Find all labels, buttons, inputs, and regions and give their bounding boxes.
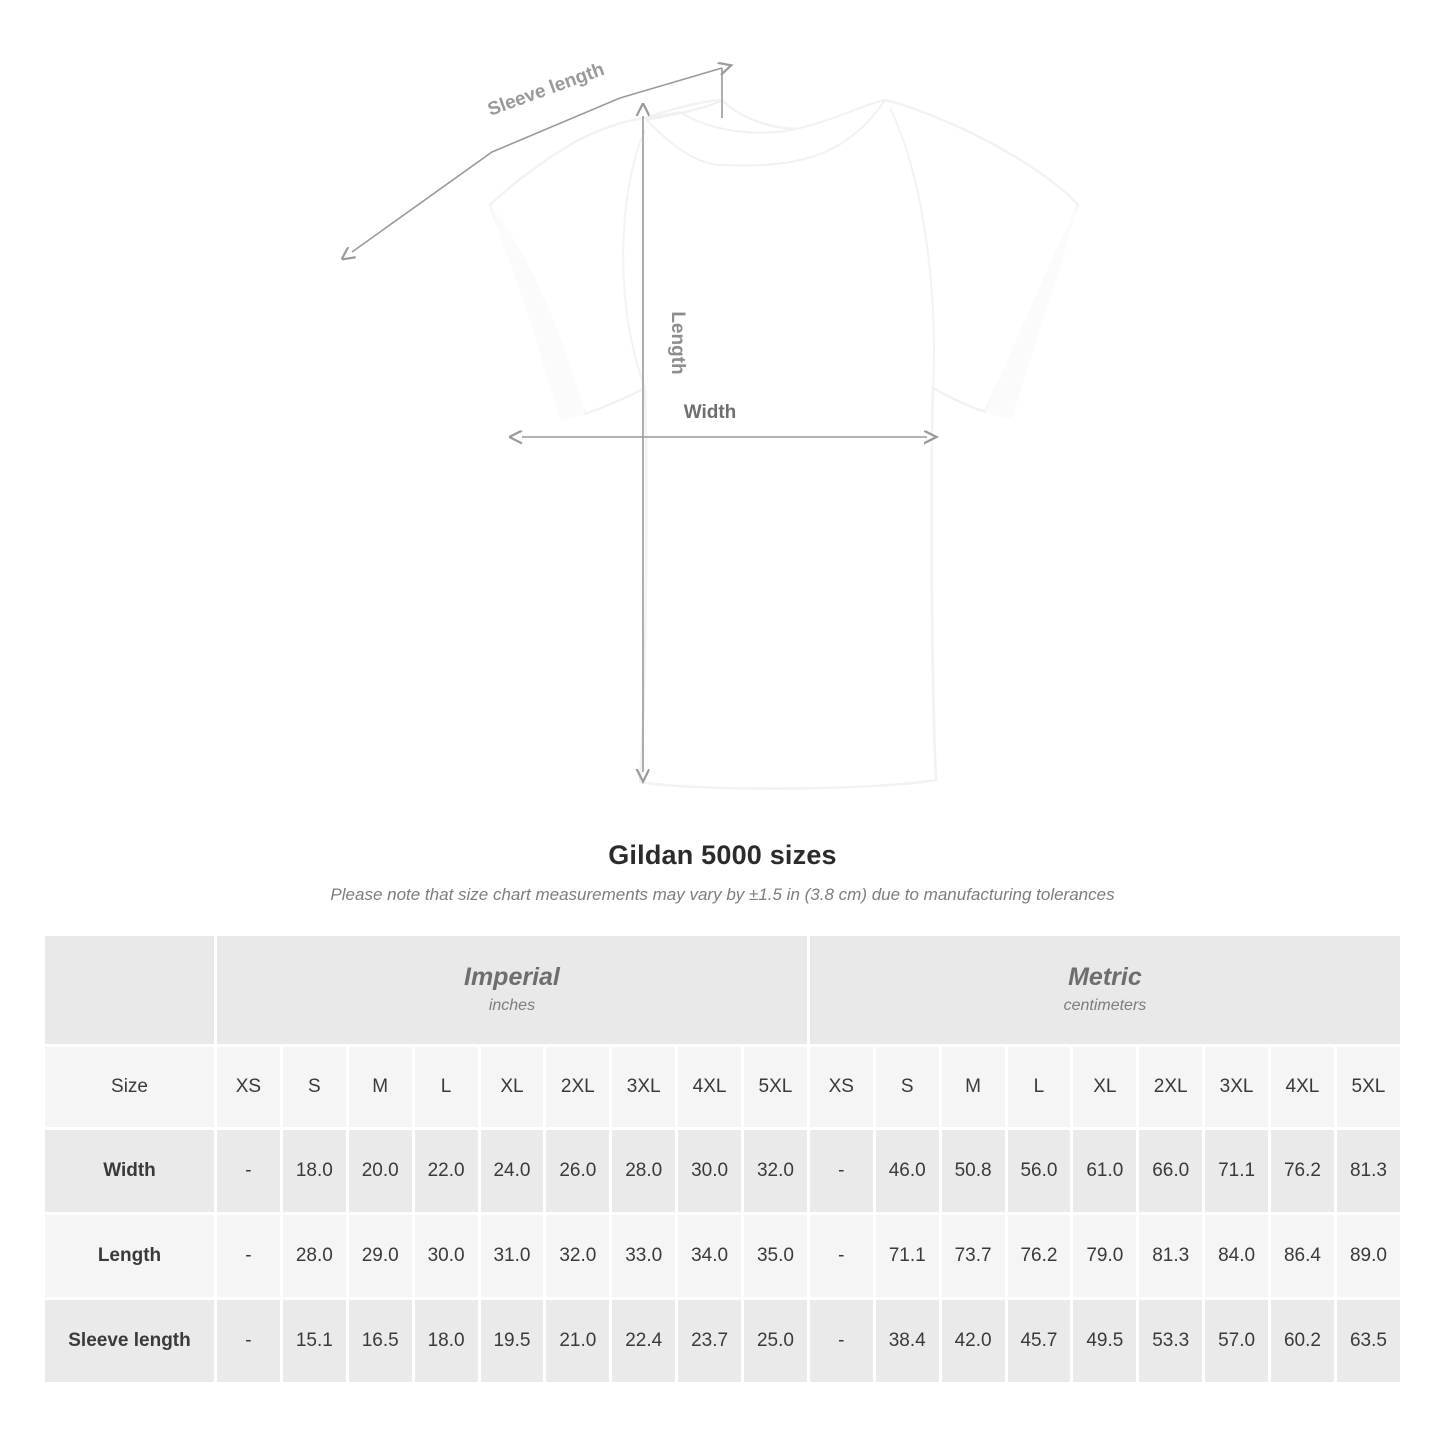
size-header-row [44,1046,1402,1129]
table-row [44,1299,1402,1384]
unit-group-imperial [216,935,809,1046]
header-imperial-xl: XL [479,1046,545,1129]
cell-sleeve-metric-m: 42.0 [940,1299,1006,1384]
cell-length-metric-2xl: 81.3 [1138,1214,1204,1299]
cell-sleeve-imperial-xl: 19.5 [479,1299,545,1384]
cell-sleeve-imperial-4xl: 23.7 [677,1299,743,1384]
svg-text:Length: Length [667,311,688,375]
cell-length-imperial-xs: - [216,1214,282,1299]
cell-sleeve-metric-5xl: 63.5 [1335,1299,1401,1384]
header-metric-4xl: 4XL [1270,1046,1336,1129]
size-table [42,933,1403,1385]
cell-width-imperial-m: 20.0 [347,1129,413,1214]
cell-length-imperial-s: 28.0 [281,1214,347,1299]
cell-sleeve-imperial-2xl: 21.0 [545,1299,611,1384]
row-label-length: Length [44,1214,216,1299]
cell-width-metric-s: 46.0 [874,1129,940,1214]
cell-width-metric-m: 50.8 [940,1129,1006,1214]
cell-width-imperial-xs: - [216,1129,282,1214]
tolerance-note: Please note that size chart measurements may vary by ±1.5 in (3.8 cm) due to manufacturing tolerances [330,885,1115,904]
table-row [44,1214,1402,1299]
svg-text:Sleeve length: Sleeve length [484,59,608,121]
cell-sleeve-metric-2xl: 53.3 [1138,1299,1204,1384]
cell-length-imperial-xl: 31.0 [479,1214,545,1299]
cell-length-imperial-3xl: 33.0 [611,1214,677,1299]
cell-sleeve-imperial-m: 16.5 [347,1299,413,1384]
cell-width-imperial-2xl: 26.0 [545,1129,611,1214]
header-metric-s: S [874,1046,940,1129]
cell-width-imperial-3xl: 28.0 [611,1129,677,1214]
unit-header-row [44,935,1402,1046]
header-metric-l: L [1006,1046,1072,1129]
header-imperial-xs: XS [216,1046,282,1129]
cell-sleeve-imperial-xs: - [216,1299,282,1384]
cell-length-imperial-4xl: 34.0 [677,1214,743,1299]
cell-sleeve-imperial-3xl: 22.4 [611,1299,677,1384]
row-label-width: Width [44,1129,216,1214]
unit-group-metric-sub: centimeters [1063,996,1147,1014]
cell-length-metric-5xl: 89.0 [1335,1214,1401,1299]
header-metric-m: M [940,1046,1006,1129]
cell-width-imperial-s: 18.0 [281,1129,347,1214]
cell-length-imperial-5xl: 35.0 [743,1214,809,1299]
cell-sleeve-imperial-5xl: 25.0 [743,1299,809,1384]
cell-width-metric-l: 56.0 [1006,1129,1072,1214]
tshirt-shape [490,100,1078,789]
cell-length-imperial-m: 29.0 [347,1214,413,1299]
cell-width-imperial-5xl: 32.0 [743,1129,809,1214]
cell-width-metric-3xl: 71.1 [1204,1129,1270,1214]
unit-group-imperial-sub: inches [488,996,536,1014]
unit-group-metric [808,935,1401,1046]
cell-width-metric-2xl: 66.0 [1138,1129,1204,1214]
cell-length-metric-l: 76.2 [1006,1214,1072,1299]
header-metric-3xl: 3XL [1204,1046,1270,1129]
unit-group-imperial-title: Imperial [464,962,560,991]
header-metric-5xl: 5XL [1335,1046,1401,1129]
cell-length-imperial-l: 30.0 [413,1214,479,1299]
unit-header-spacer [44,935,216,1046]
cell-sleeve-metric-xs: - [808,1299,874,1384]
cell-length-metric-m: 73.7 [940,1214,1006,1299]
cell-sleeve-metric-l: 45.7 [1006,1299,1072,1384]
row-label-sleeve-length: Sleeve length [44,1299,216,1384]
header-imperial-5xl: 5XL [743,1046,809,1129]
header-metric-xs: XS [808,1046,874,1129]
header-imperial-4xl: 4XL [677,1046,743,1129]
table-row [44,1129,1402,1214]
cell-sleeve-metric-xl: 49.5 [1072,1299,1138,1384]
cell-width-metric-xl: 61.0 [1072,1129,1138,1214]
page-title: Gildan 5000 sizes [608,840,837,870]
cell-length-metric-xl: 79.0 [1072,1214,1138,1299]
header-metric-xl: XL [1072,1046,1138,1129]
cell-sleeve-metric-3xl: 57.0 [1204,1299,1270,1384]
header-metric-2xl: 2XL [1138,1046,1204,1129]
cell-length-metric-3xl: 84.0 [1204,1214,1270,1299]
cell-width-metric-xs: - [808,1129,874,1214]
cell-width-imperial-4xl: 30.0 [677,1129,743,1214]
cell-sleeve-metric-s: 38.4 [874,1299,940,1384]
cell-sleeve-imperial-l: 18.0 [413,1299,479,1384]
header-imperial-2xl: 2XL [545,1046,611,1129]
cell-sleeve-imperial-s: 15.1 [281,1299,347,1384]
header-imperial-m: M [347,1046,413,1129]
cell-length-metric-xs: - [808,1214,874,1299]
cell-length-metric-s: 71.1 [874,1214,940,1299]
cell-width-metric-5xl: 81.3 [1335,1129,1401,1214]
title-block [0,840,1445,905]
cell-length-metric-4xl: 86.4 [1270,1214,1336,1299]
header-imperial-s: S [281,1046,347,1129]
cell-sleeve-metric-4xl: 60.2 [1270,1299,1336,1384]
header-imperial-3xl: 3XL [611,1046,677,1129]
cell-width-imperial-xl: 24.0 [479,1129,545,1214]
cell-width-metric-4xl: 76.2 [1270,1129,1336,1214]
svg-text:Width: Width [683,402,737,423]
size-table-wrap [42,933,1403,1385]
cell-length-imperial-2xl: 32.0 [545,1214,611,1299]
header-size-label: Size [44,1046,216,1129]
header-imperial-l: L [413,1046,479,1129]
cell-width-imperial-l: 22.0 [413,1129,479,1214]
unit-group-metric-title: Metric [1068,962,1142,991]
